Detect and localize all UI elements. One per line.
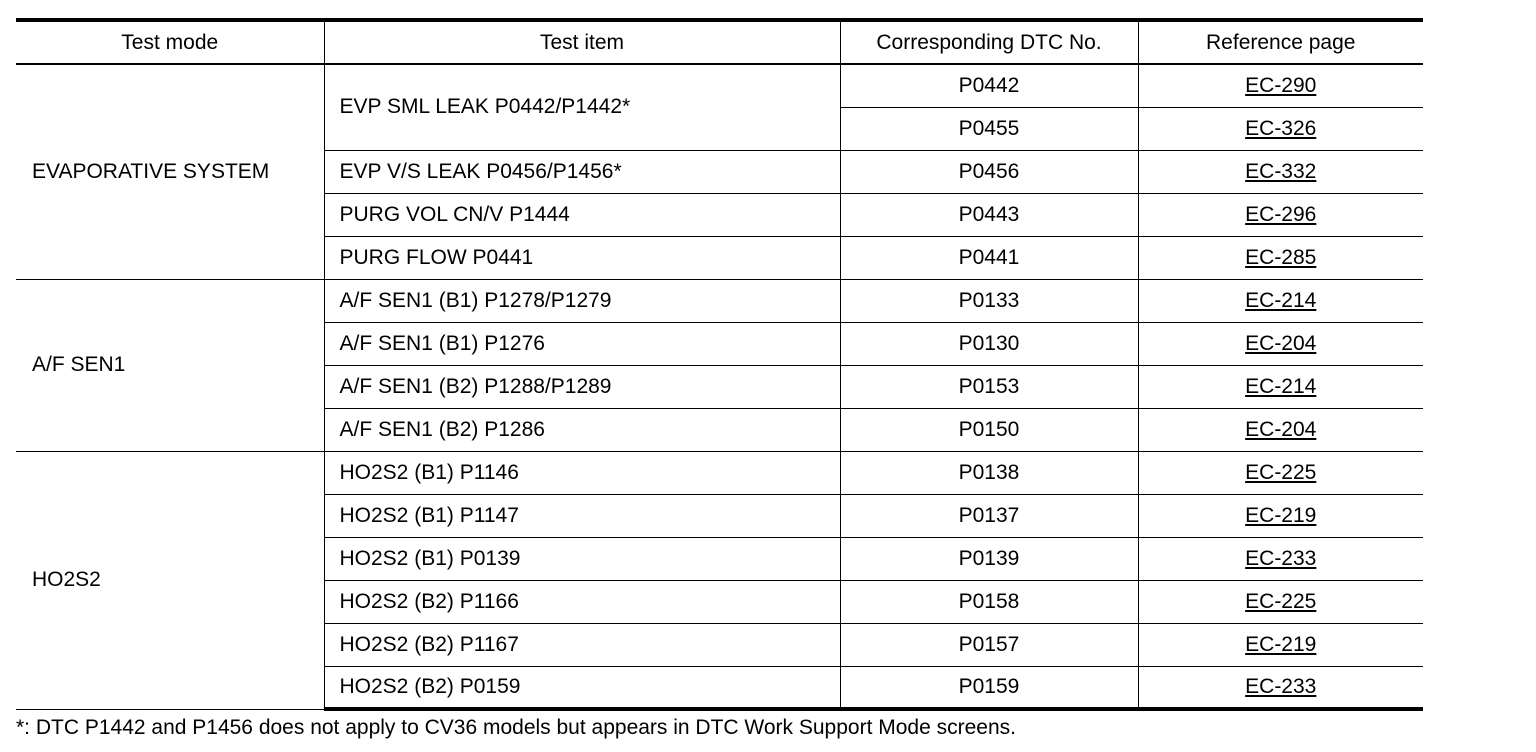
reference-page-link[interactable]: EC-214 [1245, 288, 1317, 312]
reference-page-link[interactable]: EC-204 [1245, 417, 1317, 441]
reference-page-cell [1138, 64, 1423, 107]
dtc-number-cell: P0133 [840, 279, 1138, 322]
reference-page-cell [1138, 107, 1423, 150]
dtc-number-cell: P0150 [840, 408, 1138, 451]
reference-page-link[interactable]: EC-225 [1245, 589, 1317, 613]
reference-page-cell [1138, 193, 1423, 236]
reference-page-cell [1138, 451, 1423, 494]
header-test-mode: Test mode [16, 20, 324, 64]
dtc-number-cell: P0139 [840, 537, 1138, 580]
reference-page-link[interactable]: EC-296 [1245, 202, 1317, 226]
header-test-item: Test item [324, 20, 840, 64]
header-dtc-no: Corresponding DTC No. [840, 20, 1138, 64]
test-item-cell: EVP V/S LEAK P0456/P1456* [324, 150, 840, 193]
reference-page-cell [1138, 666, 1423, 709]
dtc-number-cell: P0159 [840, 666, 1138, 709]
dtc-number-cell: P0443 [840, 193, 1138, 236]
table-body [16, 64, 1423, 709]
dtc-test-mode-table [16, 18, 1423, 711]
footnote: *: DTC P1442 and P1456 does not apply to CV36 models but appears in DTC Work Support Mode screens. [16, 716, 1016, 739]
dtc-number-cell: P0158 [840, 580, 1138, 623]
test-item-cell: A/F SEN1 (B1) P1278/P1279 [324, 279, 840, 322]
reference-page-cell [1138, 236, 1423, 279]
dtc-number-cell: P0455 [840, 107, 1138, 150]
reference-page-cell [1138, 580, 1423, 623]
test-item-cell: HO2S2 (B2) P0159 [324, 666, 840, 709]
reference-page-cell [1138, 494, 1423, 537]
dtc-number-cell: P0138 [840, 451, 1138, 494]
test-item-cell: PURG FLOW P0441 [324, 236, 840, 279]
table-row [16, 64, 1423, 107]
dtc-number-cell: P0130 [840, 322, 1138, 365]
dtc-number-cell: P0441 [840, 236, 1138, 279]
dtc-number-cell: P0442 [840, 64, 1138, 107]
dtc-number-cell: P0137 [840, 494, 1138, 537]
test-item-cell: EVP SML LEAK P0442/P1442* [324, 64, 840, 150]
test-item-cell: HO2S2 (B2) P1167 [324, 623, 840, 666]
test-mode-cell: HO2S2 [16, 451, 324, 709]
dtc-number-cell: P0456 [840, 150, 1138, 193]
table-row [16, 451, 1423, 494]
reference-page-link[interactable]: EC-233 [1245, 674, 1317, 698]
reference-page-cell [1138, 408, 1423, 451]
test-item-cell: HO2S2 (B1) P1147 [324, 494, 840, 537]
reference-page-cell [1138, 623, 1423, 666]
reference-page-link[interactable]: EC-290 [1245, 73, 1317, 97]
test-item-cell: PURG VOL CN/V P1444 [324, 193, 840, 236]
reference-page-link[interactable]: EC-233 [1245, 546, 1317, 570]
reference-page-link[interactable]: EC-204 [1245, 331, 1317, 355]
table-header-row [16, 20, 1423, 64]
reference-page-link[interactable]: EC-332 [1245, 159, 1317, 183]
reference-page-link[interactable]: EC-219 [1245, 503, 1317, 527]
test-mode-cell: EVAPORATIVE SYSTEM [16, 64, 324, 279]
test-item-cell: A/F SEN1 (B1) P1276 [324, 322, 840, 365]
reference-page-link[interactable]: EC-285 [1245, 245, 1317, 269]
header-reference-page: Reference page [1138, 20, 1423, 64]
dtc-number-cell: P0157 [840, 623, 1138, 666]
reference-page-link[interactable]: EC-219 [1245, 632, 1317, 656]
reference-page-cell [1138, 365, 1423, 408]
test-item-cell: A/F SEN1 (B2) P1286 [324, 408, 840, 451]
reference-page-link[interactable]: EC-214 [1245, 374, 1317, 398]
dtc-number-cell: P0153 [840, 365, 1138, 408]
reference-page-cell [1138, 150, 1423, 193]
test-item-cell: HO2S2 (B1) P0139 [324, 537, 840, 580]
reference-page-link[interactable]: EC-326 [1245, 116, 1317, 140]
test-item-cell: HO2S2 (B1) P1146 [324, 451, 840, 494]
table-row [16, 279, 1423, 322]
test-item-cell: A/F SEN1 (B2) P1288/P1289 [324, 365, 840, 408]
reference-page-cell [1138, 537, 1423, 580]
reference-page-cell [1138, 279, 1423, 322]
test-mode-cell: A/F SEN1 [16, 279, 324, 451]
reference-page-link[interactable]: EC-225 [1245, 460, 1317, 484]
test-item-cell: HO2S2 (B2) P1166 [324, 580, 840, 623]
reference-page-cell [1138, 322, 1423, 365]
